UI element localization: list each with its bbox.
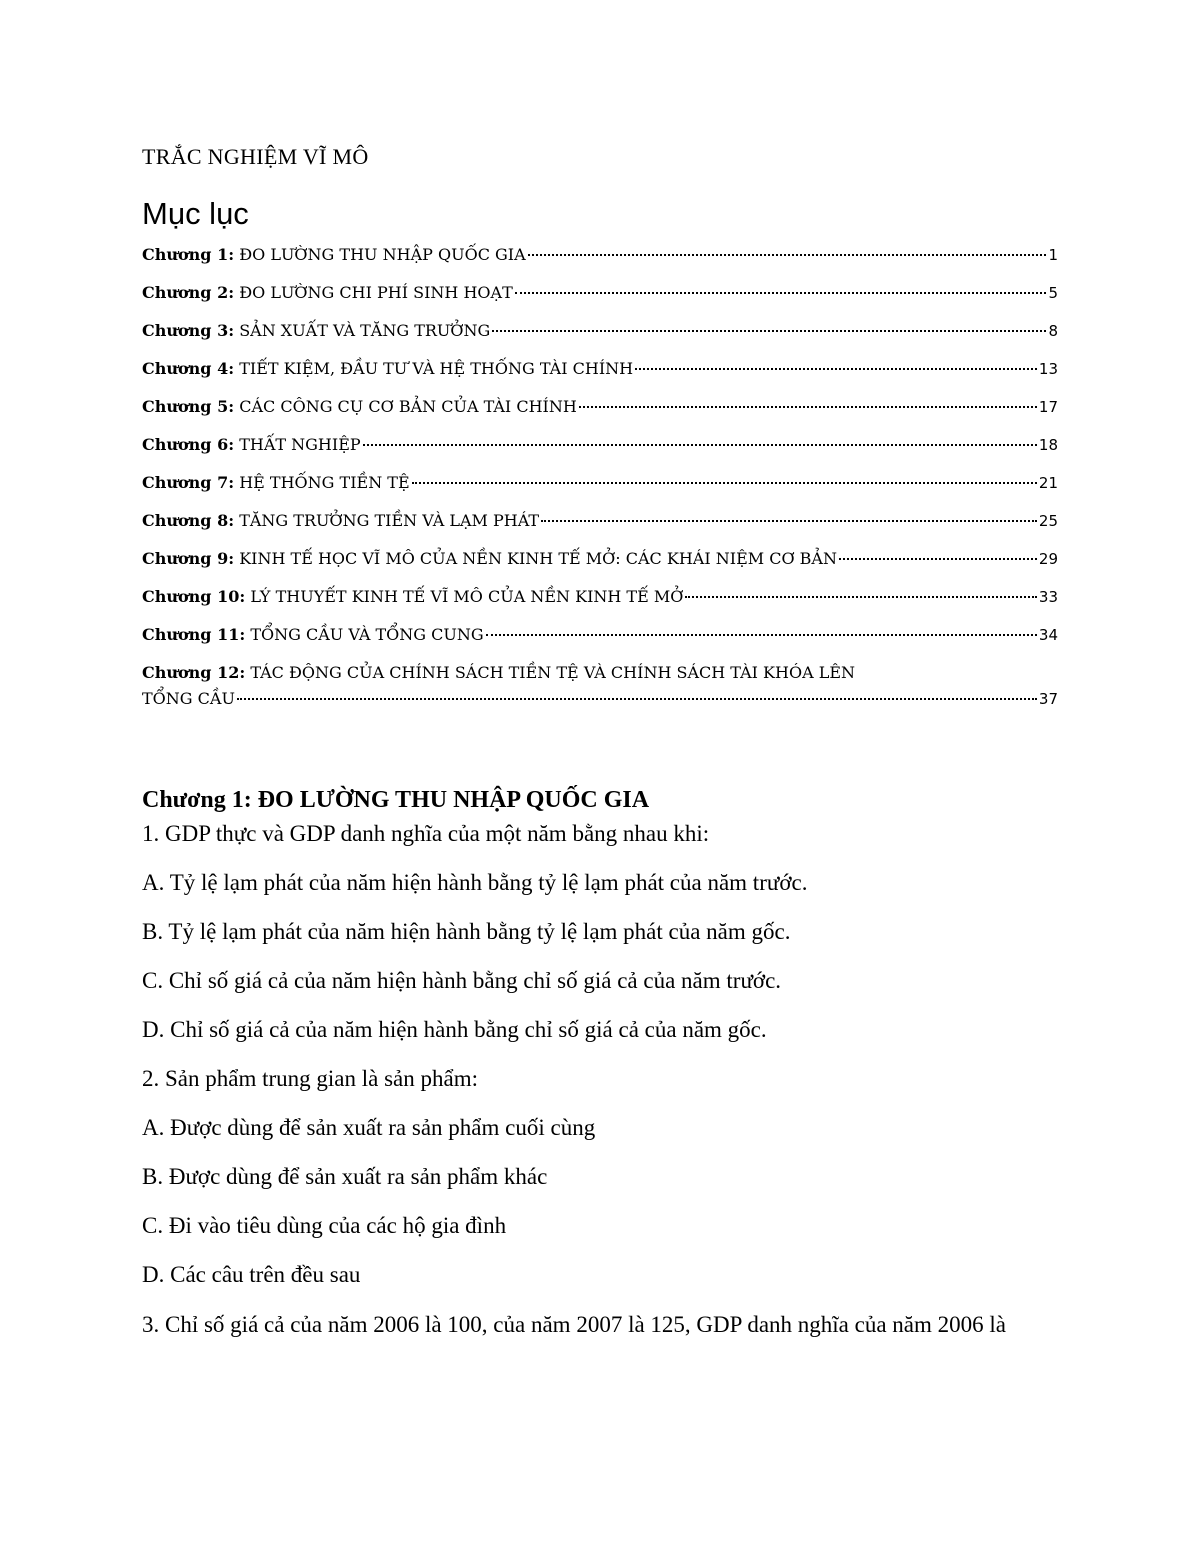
toc-entry-8[interactable] bbox=[142, 502, 1058, 540]
toc-chapter-label: Chương 11: bbox=[142, 625, 246, 644]
toc-chapter-title: KINH TẾ HỌC VĨ MÔ CỦA NỀN KINH TẾ MỞ: CÁC KHÁI NIỆM CƠ BẢN bbox=[239, 549, 837, 568]
toc-chapter-label: Chương 4: bbox=[142, 359, 235, 378]
toc-entry-10[interactable] bbox=[142, 578, 1058, 616]
toc-chapter-label: Chương 3: bbox=[142, 321, 235, 340]
toc-entry-2[interactable] bbox=[142, 274, 1058, 312]
toc-entry-4[interactable] bbox=[142, 350, 1058, 388]
toc-chapter-label: Chương 10: bbox=[142, 587, 246, 606]
toc-chapter-title-continued: TỔNG CẦU bbox=[142, 689, 235, 708]
toc-entry-line-2 bbox=[142, 686, 1058, 712]
toc-heading: Mục lục bbox=[142, 196, 249, 231]
toc-chapter-title: TÁC ĐỘNG CỦA CHÍNH SÁCH TIỀN TỆ VÀ CHÍNH SÁCH TÀI KHÓA LÊN bbox=[250, 663, 856, 682]
toc-leader-dots bbox=[412, 482, 1037, 484]
toc-chapter-title: SẢN XUẤT VÀ TĂNG TRƯỞNG bbox=[239, 321, 491, 340]
toc-entry-11[interactable] bbox=[142, 616, 1058, 654]
toc-chapter-title: TĂNG TRƯỞNG TIỀN VÀ LẠM PHÁT bbox=[239, 511, 540, 530]
toc-leader-dots bbox=[635, 368, 1037, 370]
toc-page-number: 25 bbox=[1038, 512, 1058, 530]
question-2-option-d: D. Các câu trên đều sau bbox=[142, 1262, 361, 1287]
toc-chapter-label: Chương 2: bbox=[142, 283, 235, 302]
toc-entry-6[interactable] bbox=[142, 426, 1058, 464]
document-title: TRẮC NGHIỆM VĨ MÔ bbox=[142, 144, 369, 169]
toc-chapter-label: Chương 7: bbox=[142, 473, 235, 492]
toc-page-number: 18 bbox=[1038, 436, 1058, 454]
question-1-option-d: D. Chỉ số giá cả của năm hiện hành bằng chỉ số giá cả của năm gốc. bbox=[142, 1017, 767, 1042]
toc-page-number: 13 bbox=[1038, 360, 1058, 378]
toc-page-number: 5 bbox=[1048, 284, 1058, 302]
toc-page-number: 8 bbox=[1048, 322, 1058, 340]
toc-entry-3[interactable] bbox=[142, 312, 1058, 350]
toc-leader-dots bbox=[515, 292, 1047, 294]
toc-page-number: 33 bbox=[1038, 588, 1058, 606]
question-2-option-b: B. Được dùng để sản xuất ra sản phẩm khác bbox=[142, 1164, 548, 1189]
toc-page-number: 29 bbox=[1038, 550, 1058, 568]
toc-leader-dots bbox=[541, 520, 1037, 522]
document-body bbox=[142, 784, 1058, 1359]
toc-chapter-title: THẤT NGHIỆP bbox=[239, 435, 361, 454]
toc-page-number: 1 bbox=[1048, 246, 1058, 264]
toc-chapter-label: Chương 6: bbox=[142, 435, 235, 454]
toc-page-number: 34 bbox=[1038, 626, 1058, 644]
question-1-option-a: A. Tỷ lệ lạm phát của năm hiện hành bằng tỷ lệ lạm phát của năm trước. bbox=[142, 870, 808, 895]
question-1: 1. GDP thực và GDP danh nghĩa của một năm bằng nhau khi: bbox=[142, 821, 710, 846]
toc-chapter-title: ĐO LƯỜNG CHI PHÍ SINH HOẠT bbox=[239, 283, 513, 302]
toc-chapter-title: HỆ THỐNG TIỀN TỆ bbox=[239, 473, 410, 492]
toc-entry-7[interactable] bbox=[142, 464, 1058, 502]
toc-page-number: 17 bbox=[1038, 398, 1058, 416]
toc-entry-9[interactable] bbox=[142, 540, 1058, 578]
toc-leader-dots bbox=[528, 254, 1047, 256]
toc-leader-dots bbox=[237, 698, 1037, 700]
toc-chapter-label: Chương 12: bbox=[142, 663, 246, 682]
toc-entry-line-1 bbox=[142, 660, 1058, 686]
toc-page-number: 37 bbox=[1038, 690, 1058, 708]
toc-chapter-label: Chương 5: bbox=[142, 397, 235, 416]
toc-chapter-title: ĐO LƯỜNG THU NHẬP QUỐC GIA bbox=[239, 245, 526, 264]
question-1-option-b: B. Tỷ lệ lạm phát của năm hiện hành bằng tỷ lệ lạm phát của năm gốc. bbox=[142, 919, 791, 944]
toc-chapter-label: Chương 8: bbox=[142, 511, 235, 530]
toc-leader-dots bbox=[363, 444, 1037, 446]
toc-entry-5[interactable] bbox=[142, 388, 1058, 426]
question-2-option-a: A. Được dùng để sản xuất ra sản phẩm cuối cùng bbox=[142, 1115, 596, 1140]
question-2: 2. Sản phẩm trung gian là sản phẩm: bbox=[142, 1066, 478, 1091]
chapter-heading: Chương 1: ĐO LƯỜNG THU NHẬP QUỐC GIA bbox=[142, 787, 650, 813]
toc-chapter-title: LÝ THUYẾT KINH TẾ VĨ MÔ CỦA NỀN KINH TẾ MỞ bbox=[250, 587, 684, 606]
question-1-option-c: C. Chỉ số giá cả của năm hiện hành bằng chỉ số giá cả của năm trước. bbox=[142, 968, 782, 993]
toc-chapter-title: TỔNG CẦU VÀ TỔNG CUNG bbox=[250, 625, 484, 644]
toc-chapter-label: Chương 1: bbox=[142, 245, 235, 264]
toc-entry-1[interactable] bbox=[142, 236, 1058, 274]
question-3: 3. Chỉ số giá cả của năm 2006 là 100, của năm 2007 là 125, GDP danh nghĩa của năm 2006 là bbox=[142, 1312, 1007, 1337]
question-2-option-c: C. Đi vào tiêu dùng của các hộ gia đình bbox=[142, 1213, 507, 1238]
toc-leader-dots bbox=[839, 558, 1037, 560]
toc-leader-dots bbox=[685, 596, 1037, 598]
toc-chapter-title: TIẾT KIỆM, ĐẦU TƯ VÀ HỆ THỐNG TÀI CHÍNH bbox=[239, 359, 634, 378]
table-of-contents bbox=[142, 236, 1058, 712]
toc-leader-dots bbox=[579, 406, 1037, 408]
toc-leader-dots bbox=[486, 634, 1037, 636]
toc-entry-12[interactable] bbox=[142, 654, 1058, 712]
toc-leader-dots bbox=[492, 330, 1046, 332]
toc-chapter-title: CÁC CÔNG CỤ CƠ BẢN CỦA TÀI CHÍNH bbox=[239, 397, 577, 416]
toc-chapter-label: Chương 9: bbox=[142, 549, 235, 568]
toc-page-number: 21 bbox=[1038, 474, 1058, 492]
